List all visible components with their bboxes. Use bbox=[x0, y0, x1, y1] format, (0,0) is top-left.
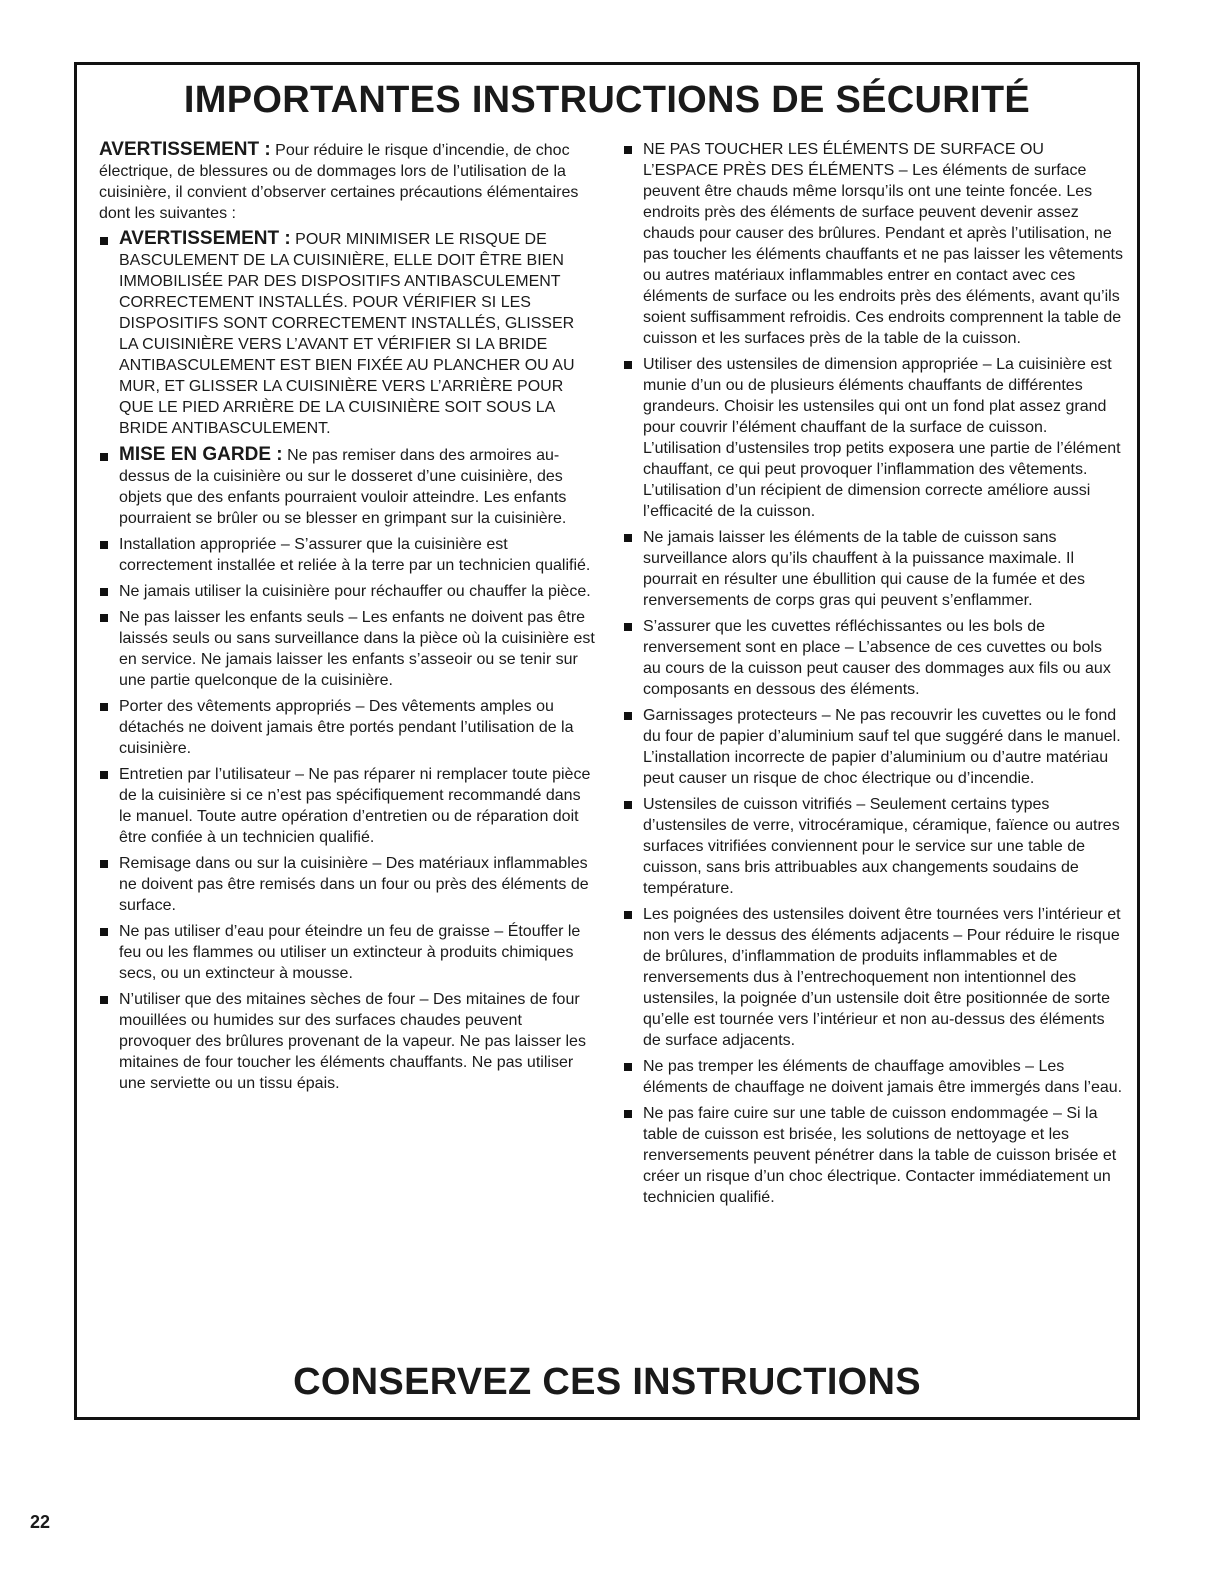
instruction-item bbox=[623, 616, 1123, 700]
instruction-text: Ne pas remiser dans des armoires au-dessus de la cuisinière ou sur le dosseret d’une cuisinière, des objets que des enfants pourraient vouloir atteindre. Les enfants pourraient se brûler ou se blesser en grimpant sur la cuisinière. bbox=[119, 447, 567, 527]
intro-lead: AVERTISSEMENT : bbox=[99, 139, 271, 160]
bullet-square-icon bbox=[100, 771, 108, 779]
safety-instructions-box bbox=[74, 62, 1140, 1420]
page-number: 22 bbox=[30, 1512, 51, 1532]
bullet-square-icon bbox=[100, 703, 108, 711]
instruction-item bbox=[623, 354, 1123, 522]
bullet-square-icon bbox=[624, 1063, 632, 1071]
instruction-item bbox=[623, 705, 1123, 789]
instruction-item bbox=[623, 1103, 1123, 1208]
instruction-item bbox=[99, 534, 595, 576]
bullet-square-icon bbox=[624, 911, 632, 919]
instruction-text: Ne pas laisser les enfants seuls – Les enfants ne doivent pas être laissés seuls ou sans surveillance dans la pièce où la cuisinière est en service. Ne jamais laisser les enfants s’asseoir ou se tenir sur une partie quelconque de la cuisinière. bbox=[119, 609, 595, 689]
instruction-text: NE PAS TOUCHER LES ÉLÉMENTS DE SURFACE OU L’ESPACE PRÈS DES ÉLÉMENTS – Les éléments de surface peuvent être chauds même lorsqu’ils ont une teinte foncée. Les endroits près des éléments de surface peuvent devenir assez chauds pour causer des brûlures. Pendant et après l’utilisation, ne pas toucher les éléments chauffants et ne pas laisser les vêtements ou autres matériaux inflammables entrer en contact avec ces éléments de surface ou les endroits près des éléments, avant qu’ils soient suffisamment refroidis. Ces endroits comprennent la table de cuisson et les surfaces près de la table de la cuisson. bbox=[643, 141, 1123, 347]
bullet-square-icon bbox=[624, 361, 632, 369]
bullet-square-icon bbox=[624, 534, 632, 542]
page-title: IMPORTANTES INSTRUCTIONS DE SÉCURITÉ bbox=[183, 79, 1031, 121]
right-column bbox=[623, 139, 1123, 1213]
bullet-square-icon bbox=[100, 588, 108, 596]
bullet-square-icon bbox=[624, 1110, 632, 1118]
instruction-item bbox=[99, 696, 595, 759]
instruction-text: Entretien par l’utilisateur – Ne pas réparer ni remplacer toute pièce de la cuisinière si ce n’est pas spécifiquement recommandé dans le manuel. Toute autre opération d’entretien ou de réparation doit être confiée à un technicien qualifié. bbox=[119, 766, 591, 846]
instruction-text: POUR MINIMISER LE RISQUE DE BASCULEMENT DE LA CUISINIÈRE, ELLE DOIT ÊTRE BIEN IMMOBILISÉE PAR DES DISPOSITIFS ANTIBASCULEMENT CORRECTEMENT INSTALLÉS. POUR VÉRIFIER SI LES DISPOSITIFS SONT CORRECTEMENT INSTALLÉS, GLISSER LA CUISINIÈRE VERS L’AVANT ET VÉRIFIER SI LA BRIDE ANTIBASCULEMENT EST BIEN FIXÉE AU PLANCHER OU AU MUR, ET GLISSER LA CUISINIÈRE VERS L’ARRIÈRE POUR QUE LE PIED ARRIÈRE DE LA CUISINIÈRE SOIT SOUS LA BRIDE ANTIBASCULEMENT. bbox=[119, 231, 575, 437]
instruction-item bbox=[99, 921, 595, 984]
instruction-item bbox=[99, 764, 595, 848]
instruction-item bbox=[99, 989, 595, 1094]
bullet-square-icon bbox=[100, 237, 108, 245]
instruction-text: Utiliser des ustensiles de dimension appropriée – La cuisinière est munie d’un ou de plusieurs éléments chauffants de différentes grandeurs. Choisir les ustensiles qui ont un fond plat assez grand pour couvrir l’élément chauffant de la surface de cuisson. L’utilisation d’ustensiles trop petits exposera une partie de l’élément chauffant, ce qui peut provoquer l’inflammation des vêtements. L’utilisation d’un récipient de dimension correcte améliore aussi l’efficacité de la cuisson. bbox=[643, 356, 1121, 520]
instruction-text: Ne jamais laisser les éléments de la table de cuisson sans surveillance alors qu’ils chauffent à la puissance maximale. Il pourrait en résulter une ébullition qui cause de la fumée et des renversements de corps gras qui peuvent s’enflammer. bbox=[643, 529, 1086, 609]
instruction-text: Remisage dans ou sur la cuisinière – Des matériaux inflammables ne doivent pas être remisés dans un four ou près des éléments de surface. bbox=[119, 855, 589, 914]
bullet-square-icon bbox=[624, 801, 632, 809]
right-instruction-list bbox=[623, 139, 1123, 1208]
instruction-lead: MISE EN GARDE : bbox=[119, 444, 283, 465]
instruction-text: Ne pas tremper les éléments de chauffage amovibles – Les éléments de chauffage ne doivent jamais être immergés dans l’eau. bbox=[643, 1058, 1123, 1096]
instruction-item bbox=[623, 139, 1123, 349]
instruction-item bbox=[623, 794, 1123, 899]
instruction-lead: AVERTISSEMENT : bbox=[119, 228, 291, 249]
instruction-text: Ne pas utiliser d’eau pour éteindre un feu de graisse – Étouffer le feu ou les flammes ou utiliser un extincteur à produits chimiques secs, ou un extincteur à mousse. bbox=[119, 923, 581, 982]
instruction-item bbox=[99, 444, 595, 529]
instruction-text: Ne pas faire cuire sur une table de cuisson endommagée – Si la table de cuisson est brisée, les solutions de nettoyage et les renversements peuvent pénétrer dans la table de cuisson brisée et créer un risque d’un choc électrique. Contacter immédiatement un technicien qualifié. bbox=[643, 1105, 1117, 1206]
bullet-square-icon bbox=[624, 712, 632, 720]
bullet-square-icon bbox=[624, 146, 632, 154]
bullet-square-icon bbox=[100, 541, 108, 549]
instruction-item bbox=[99, 607, 595, 691]
instruction-item bbox=[623, 1056, 1123, 1098]
instruction-text: Installation appropriée – S’assurer que la cuisinière est correctement installée et reliée à la terre par un technicien qualifié. bbox=[119, 536, 591, 574]
bullet-square-icon bbox=[100, 614, 108, 622]
bullet-square-icon bbox=[100, 860, 108, 868]
instruction-text: N’utiliser que des mitaines sèches de four – Des mitaines de four mouillées ou humides sur des surfaces chaudes peuvent provoquer des brûlures provenant de la vapeur. Ne pas laisser les mitaines de four toucher les éléments chauffants. Ne pas utiliser une serviette ou un tissu épais. bbox=[119, 991, 586, 1092]
intro-paragraph bbox=[99, 139, 595, 224]
instruction-item bbox=[99, 228, 595, 439]
instruction-item bbox=[99, 581, 595, 602]
bullet-square-icon bbox=[100, 996, 108, 1004]
instruction-item bbox=[623, 527, 1123, 611]
left-column bbox=[99, 139, 595, 1099]
instruction-text: Garnissages protecteurs – Ne pas recouvrir les cuvettes ou le fond du four de papier d’aluminium sauf tel que suggéré dans le manuel. L’installation incorrecte de papier d’aluminium ou d’autre matériau peut causer un risque de choc électrique ou d’incendie. bbox=[643, 707, 1121, 787]
instruction-text: Les poignées des ustensiles doivent être tournées vers l’intérieur et non vers le dessus des éléments adjacents – Pour réduire le risque de brûlures, d’inflammation de produits inflammables et de renversements dus à l’entrechoquement non intentionnel des ustensiles, la poignée d’un ustensile doit être positionnée de sorte qu’elle est tournée vers l’intérieur et non au-dessus des éléments de surface adjacents. bbox=[643, 906, 1121, 1049]
instruction-text: Ne jamais utiliser la cuisinière pour réchauffer ou chauffer la pièce. bbox=[119, 583, 591, 600]
footer-title: CONSERVEZ CES INSTRUCTIONS bbox=[293, 1361, 921, 1403]
left-instruction-list bbox=[99, 228, 595, 1094]
bullet-square-icon bbox=[100, 928, 108, 936]
instruction-text: S’assurer que les cuvettes réfléchissantes ou les bols de renversement sont en place – L’absence de ces cuvettes ou bols au cours de la cuisson peut causer des dommages aux fils ou aux composants en dessous des éléments. bbox=[643, 618, 1111, 698]
instruction-item bbox=[623, 904, 1123, 1051]
intro-text: Pour réduire le risque d’incendie, de choc électrique, de blessures ou de dommages lors de l’utilisation de la cuisinière, il convient d’observer certaines précautions élémentaires dont les suivantes : bbox=[99, 142, 579, 222]
instruction-text: Porter des vêtements appropriés – Des vêtements amples ou détachés ne doivent jamais être portés pendant l’utilisation de la cuisinière. bbox=[119, 698, 574, 757]
instruction-item bbox=[99, 853, 595, 916]
bullet-square-icon bbox=[624, 623, 632, 631]
instruction-text: Ustensiles de cuisson vitrifiés – Seulement certains types d’ustensiles de verre, vitrocéramique, céramique, faïence ou autres surfaces vitrifiées conviennent pour le service sur une table de cuisson, sans bris attribuables aux changements soudains de température. bbox=[643, 796, 1120, 897]
bullet-square-icon bbox=[100, 453, 108, 461]
